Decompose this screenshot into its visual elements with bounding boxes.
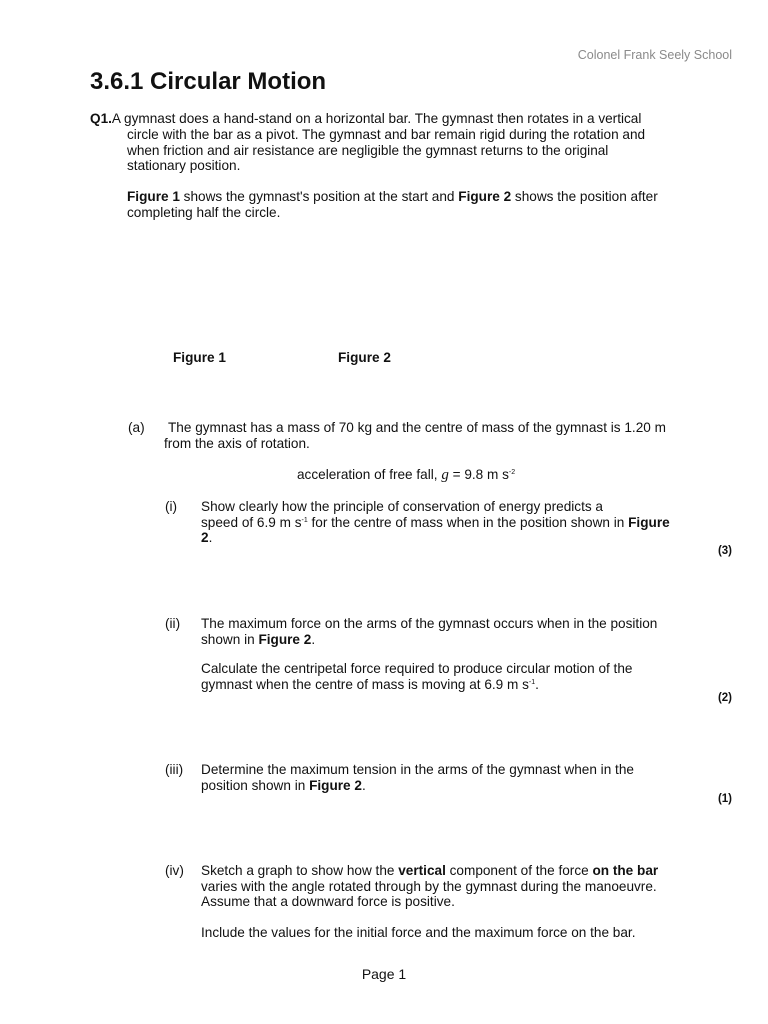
- q1-intro-line: stationary position.: [127, 158, 241, 173]
- part-iii-line: [201, 778, 634, 794]
- part-ii-label: (ii): [165, 616, 181, 631]
- acceleration-value: = 9.8 m s: [448, 467, 509, 482]
- part-iv-label: (iv): [165, 863, 184, 878]
- part-iii-text-segment: position shown in: [201, 777, 310, 793]
- part-i-line: [201, 515, 701, 531]
- page-title: 3.6.1 Circular Motion: [90, 68, 327, 95]
- figure-ref: Figure 2: [258, 631, 312, 647]
- page-number: Page 1: [361, 966, 407, 982]
- part-ii-line: [201, 632, 657, 648]
- part-ii-text-segment: shown in: [201, 631, 259, 647]
- part-iv-text-segment: component of the force: [445, 863, 593, 878]
- figures-description-line: completing half the circle.: [127, 204, 281, 220]
- part-iv-text-segment: Sketch a graph to show how the: [201, 863, 399, 878]
- part-iv-line: varies with the angle rotated through by the gymnast during the manoeuvre.: [201, 878, 657, 894]
- emphasis-on-the-bar: on the bar: [592, 863, 659, 878]
- part-i-text: [201, 499, 701, 546]
- figure1-label: Figure 1: [173, 350, 226, 365]
- q1-intro-rest: [127, 127, 645, 174]
- emphasis-vertical: vertical: [398, 863, 446, 878]
- speed-unit-exponent: -1: [301, 516, 308, 524]
- part-ii-text-segment: gymnast when the centre of mass is moving at 6.9 m s: [201, 676, 529, 692]
- part-ii-text-block2: [201, 661, 632, 692]
- school-name-header: Colonel Frank Seely School: [577, 48, 732, 62]
- q1-intro-first-line: A gymnast does a hand-stand on a horizontal bar. The gymnast then rotates in a vertical: [111, 111, 642, 126]
- part-ii-line: Calculate the centripetal force required to produce circular motion of the: [201, 661, 633, 676]
- figures-description: [127, 189, 658, 220]
- part-iii-text: [201, 762, 634, 793]
- part-iv-line: Assume that a downward force is positive.: [201, 894, 455, 909]
- g-symbol: g: [441, 467, 449, 483]
- part-i-text-segment: for the centre of mass when in the position shown in: [307, 514, 629, 530]
- part-ii-line: [201, 677, 632, 693]
- part-ii-marks: (2): [717, 692, 732, 704]
- figure1-ref: Figure 1: [127, 189, 180, 204]
- part-i-text-segment: .: [208, 530, 213, 545]
- part-ii-line: The maximum force on the arms of the gymnast occurs when in the position: [201, 616, 658, 631]
- part-ii-text-segment: .: [311, 631, 316, 647]
- figures-description-text: shows the gymnast's position at the start and: [179, 189, 459, 204]
- part-iv-instruction: Include the values for the initial force and the maximum force on the bar.: [201, 925, 636, 940]
- part-i-line: [201, 530, 701, 546]
- part-a-line: The gymnast has a mass of 70 kg and the centre of mass of the gymnast is 1.20 m: [168, 420, 666, 435]
- part-i-marks: (3): [717, 545, 732, 557]
- q1-intro-line: circle with the bar as a pivot. The gymnast and bar remain rigid during the rotation and: [127, 127, 646, 142]
- part-iii-label: (iii): [165, 762, 184, 777]
- part-a-label: (a): [128, 420, 145, 435]
- part-iv-line: [201, 863, 658, 879]
- part-iii-line: Determine the maximum tension in the arms of the gymnast when in the: [201, 762, 634, 777]
- part-i-text-segment: speed of 6.9 m s: [201, 514, 302, 530]
- q1-label: [90, 111, 641, 127]
- speed-unit-exponent: -1: [528, 678, 536, 686]
- part-a-text: [164, 420, 666, 451]
- figures-description-line: [127, 189, 658, 205]
- figure-ref: 2: [201, 530, 209, 545]
- part-ii-text-segment: .: [535, 676, 539, 692]
- part-iv-text: [201, 863, 658, 910]
- acceleration-exponent: -2: [508, 469, 516, 476]
- part-i-label: (i): [165, 499, 178, 514]
- q1-number: Q1.: [90, 111, 112, 126]
- figure-ref: Figure: [628, 514, 670, 530]
- part-a-line: from the axis of rotation.: [164, 435, 310, 451]
- acceleration-text: acceleration of free fall,: [297, 467, 442, 482]
- q1-intro-line: when friction and air resistance are negligible the gymnast returns to the original: [127, 142, 609, 158]
- part-ii-text-block1: [201, 616, 657, 647]
- figure2-label: Figure 2: [338, 350, 391, 365]
- part-i-line: Show clearly how the principle of conservation of energy predicts a: [201, 499, 603, 514]
- part-iii-marks: (1): [717, 793, 732, 805]
- figure-ref: Figure 2: [309, 777, 362, 793]
- acceleration-statement: [297, 467, 515, 484]
- figure2-ref: Figure 2: [458, 189, 512, 204]
- part-iii-text-segment: .: [361, 777, 366, 793]
- figures-description-text: shows the position after: [511, 189, 658, 204]
